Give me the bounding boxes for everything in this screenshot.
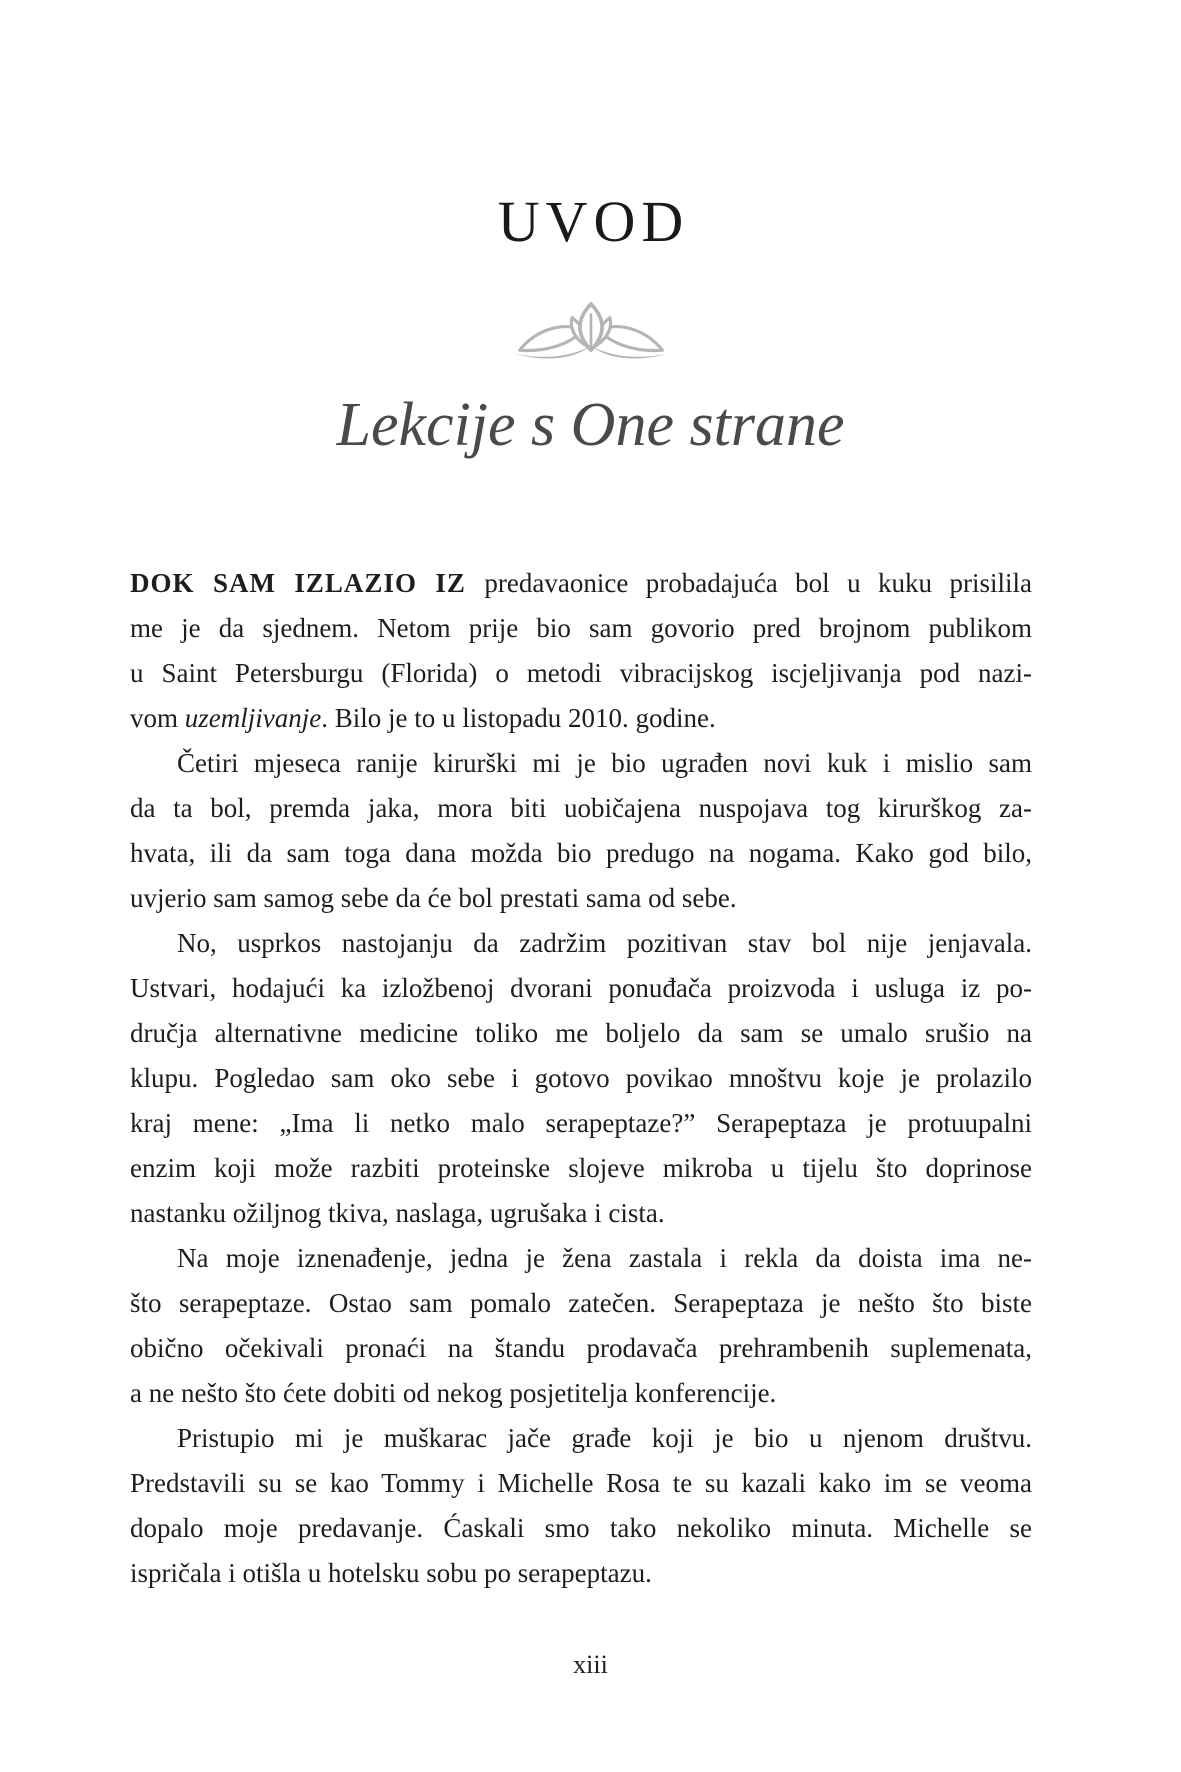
chapter-kicker: UVOD (497, 189, 690, 254)
body-text (130, 561, 1032, 1596)
text-line (130, 561, 1032, 606)
body-segment: uvjerio sam samog sebe da će bol prestati sama od sebe. (130, 883, 737, 913)
text-line (130, 741, 1032, 786)
body-segment: u Saint Petersburgu (Florida) o metodi vibracijskog iscjeljivanja pod nazi- (130, 658, 1032, 688)
body-segment: Pristupio mi je muškarac jače građe koji je bio u njenom društvu. (177, 1423, 1032, 1453)
text-line (130, 1281, 1032, 1326)
body-segment: kraj mene: „Ima li netko malo serapeptaze?” Serapeptaza je protuupalni (130, 1108, 1032, 1138)
body-segment: ispričala i otišla u hotelsku sobu po serapeptazu. (130, 1558, 652, 1588)
text-line (130, 786, 1032, 831)
body-segment: nastanku ožiljnog tkiva, naslaga, ugrušaka i cista. (130, 1198, 665, 1228)
body-segment: da ta bol, premda jaka, mora biti uobičajena nuspojava tog kirurškog za- (130, 793, 1032, 823)
body-segment: a ne nešto što ćete dobiti od nekog posjetitelja konferencije. (130, 1378, 777, 1408)
body-segment: me je da sjednem. Netom prije bio sam govorio pred brojnom publikom (130, 613, 1032, 643)
text-line (130, 1146, 1032, 1191)
italic-term: uzemljivanje (184, 703, 322, 733)
text-line (130, 606, 1032, 651)
body-segment: dručja alternativne medicine toliko me boljelo da sam se umalo srušio na (130, 1018, 1032, 1048)
text-line (130, 831, 1032, 876)
chapter-title: Lekcije s One strane (336, 391, 845, 459)
text-line (130, 921, 1032, 966)
text-line (130, 1551, 1032, 1596)
ornament-container (0, 294, 1181, 368)
page-number: xiii (573, 1650, 608, 1679)
text-line (130, 966, 1032, 1011)
body-segment: vom (130, 703, 185, 733)
body-segment: enzim koji može razbiti proteinske slojeve mikroba u tijelu što doprinose (130, 1153, 1032, 1183)
text-line (130, 1506, 1032, 1551)
text-line (130, 651, 1032, 696)
text-line (130, 1416, 1032, 1461)
text-line (130, 1056, 1032, 1101)
text-line (130, 876, 1032, 921)
lotus-leaf-ornament (507, 294, 675, 368)
body-segment: hvata, ili da sam toga dana možda bio predugo na nogama. Kako god bilo, (130, 838, 1032, 868)
text-line (130, 1101, 1032, 1146)
body-segment: Četiri mjeseca ranije kirurški mi je bio ugrađen novi kuk i mislio sam (177, 748, 1032, 778)
body-segment: što serapeptaze. Ostao sam pomalo zatečen. Serapeptaza je nešto što biste (130, 1288, 1032, 1318)
text-line (130, 696, 1032, 741)
body-segment: klupu. Pogledao sam oko sebe i gotovo povikao mnoštvu koje je prolazilo (130, 1063, 1032, 1093)
body-segment: . Bilo je to u listopadu 2010. godine. (321, 703, 716, 733)
text-line (130, 1461, 1032, 1506)
text-line (130, 1011, 1032, 1056)
text-line (130, 1191, 1032, 1236)
text-line (130, 1371, 1032, 1416)
body-segment: obično očekivali pronaći na štandu prodavača prehrambenih suplemenata, (130, 1333, 1032, 1363)
body-segment: Predstavili su se kao Tommy i Michelle Rosa te su kazali kako im se veoma (130, 1468, 1032, 1498)
body-segment: predavaonice probadajuća bol u kuku prisilila (484, 568, 1032, 598)
body-segment: Ustvari, hodajući ka izložbenoj dvorani ponuđača proizvoda i usluga iz po- (130, 973, 1032, 1003)
text-line (130, 1236, 1032, 1281)
body-segment: Na moje iznenađenje, jedna je žena zastala i rekla da doista ima ne- (177, 1243, 1032, 1273)
body-segment: No, usprkos nastojanju da zadržim pozitivan stav bol nije jenjavala. (177, 928, 1032, 958)
lead-in-text: DOK SAM IZLAZIO IZ (130, 568, 485, 598)
body-segment: dopalo moje predavanje. Ćaskali smo tako nekoliko minuta. Michelle se (130, 1513, 1032, 1543)
text-line (130, 1326, 1032, 1371)
